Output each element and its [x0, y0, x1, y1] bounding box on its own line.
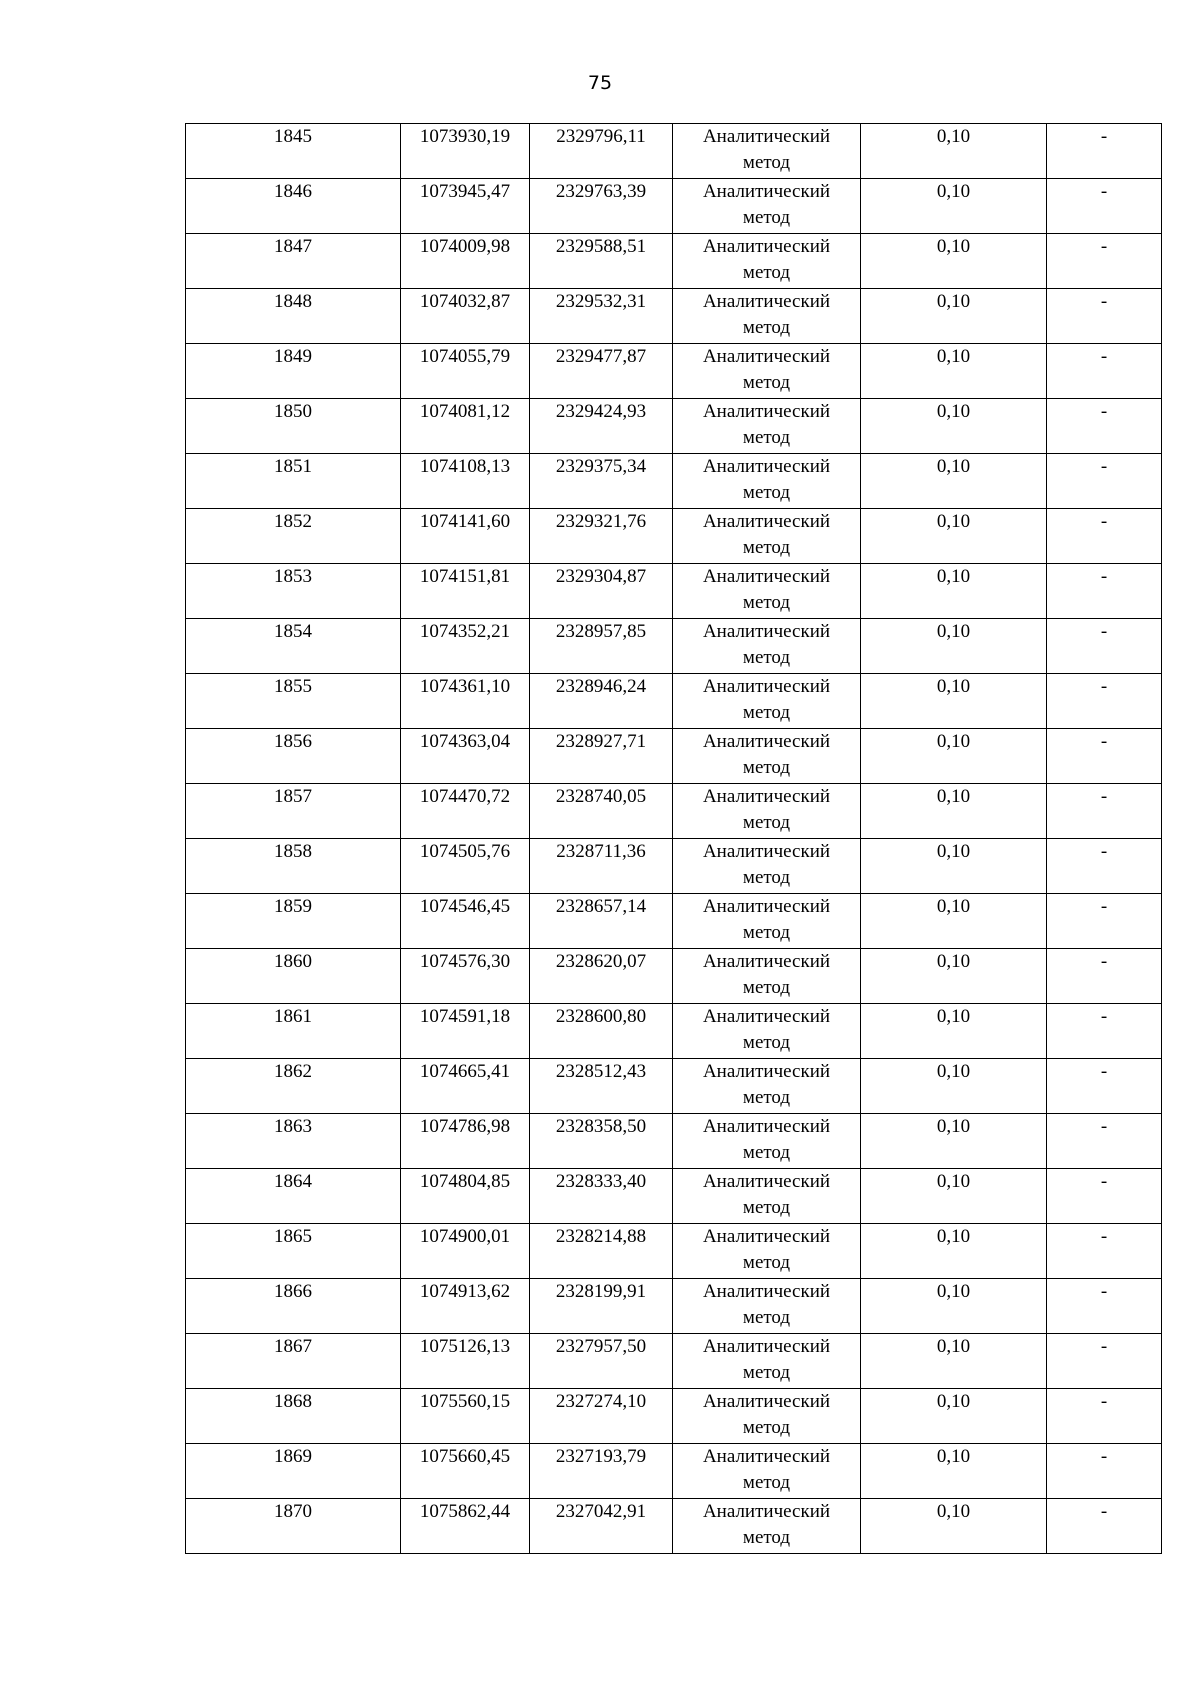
- table-row: [186, 784, 1162, 839]
- table-row: [186, 454, 1162, 509]
- method-line-2: метод: [742, 482, 791, 503]
- method-line-1: Аналитический: [702, 401, 831, 422]
- table-row: [186, 1059, 1162, 1114]
- method-cell: [673, 1334, 861, 1389]
- method-cell: [673, 619, 861, 674]
- method-cell: [673, 1169, 861, 1224]
- note-cell: -: [1047, 1389, 1162, 1444]
- table-row: [186, 1114, 1162, 1169]
- table-row: [186, 674, 1162, 729]
- method-cell: [673, 179, 861, 234]
- method-cell: [673, 399, 861, 454]
- x-coordinate-cell: 1074141,60: [401, 509, 530, 564]
- method-cell: [673, 1279, 861, 1334]
- note-cell: -: [1047, 234, 1162, 289]
- table-row: [186, 344, 1162, 399]
- point-number-cell: 1870: [186, 1499, 401, 1554]
- method-line-1: Аналитический: [702, 786, 831, 807]
- method-line-1: Аналитический: [702, 1171, 831, 1192]
- method-line-1: Аналитический: [702, 456, 831, 477]
- method-line-2: метод: [742, 207, 791, 228]
- note-cell: -: [1047, 179, 1162, 234]
- point-number-cell: 1857: [186, 784, 401, 839]
- x-coordinate-cell: 1074108,13: [401, 454, 530, 509]
- note-cell: -: [1047, 949, 1162, 1004]
- note-cell: -: [1047, 344, 1162, 399]
- y-coordinate-cell: 2329304,87: [530, 564, 673, 619]
- method-cell: [673, 1114, 861, 1169]
- x-coordinate-cell: 1074786,98: [401, 1114, 530, 1169]
- accuracy-cell: 0,10: [861, 509, 1047, 564]
- x-coordinate-cell: 1074352,21: [401, 619, 530, 674]
- page-number: 75: [587, 72, 613, 94]
- y-coordinate-cell: 2328620,07: [530, 949, 673, 1004]
- point-number-cell: 1847: [186, 234, 401, 289]
- point-number-cell: 1864: [186, 1169, 401, 1224]
- coordinates-table: [185, 123, 1162, 1554]
- x-coordinate-cell: 1075560,15: [401, 1389, 530, 1444]
- x-coordinate-cell: 1074361,10: [401, 674, 530, 729]
- table-row: [186, 1444, 1162, 1499]
- accuracy-cell: 0,10: [861, 1114, 1047, 1169]
- accuracy-cell: 0,10: [861, 289, 1047, 344]
- accuracy-cell: 0,10: [861, 1004, 1047, 1059]
- y-coordinate-cell: 2328927,71: [530, 729, 673, 784]
- point-number-cell: 1863: [186, 1114, 401, 1169]
- method-line-1: Аналитический: [702, 566, 831, 587]
- table-row: [186, 509, 1162, 564]
- y-coordinate-cell: 2328358,50: [530, 1114, 673, 1169]
- accuracy-cell: 0,10: [861, 1279, 1047, 1334]
- method-line-2: метод: [742, 1307, 791, 1328]
- point-number-cell: 1851: [186, 454, 401, 509]
- note-cell: -: [1047, 1004, 1162, 1059]
- method-cell: [673, 454, 861, 509]
- method-line-2: метод: [742, 1197, 791, 1218]
- accuracy-cell: 0,10: [861, 1059, 1047, 1114]
- table-row: [186, 729, 1162, 784]
- method-cell: [673, 1499, 861, 1554]
- method-line-1: Аналитический: [702, 951, 831, 972]
- y-coordinate-cell: 2327274,10: [530, 1389, 673, 1444]
- table-row: [186, 894, 1162, 949]
- point-number-cell: 1850: [186, 399, 401, 454]
- note-cell: -: [1047, 729, 1162, 784]
- point-number-cell: 1856: [186, 729, 401, 784]
- accuracy-cell: 0,10: [861, 1444, 1047, 1499]
- accuracy-cell: 0,10: [861, 729, 1047, 784]
- note-cell: -: [1047, 1224, 1162, 1279]
- note-cell: -: [1047, 674, 1162, 729]
- note-cell: -: [1047, 1334, 1162, 1389]
- y-coordinate-cell: 2328333,40: [530, 1169, 673, 1224]
- note-cell: -: [1047, 1444, 1162, 1499]
- method-cell: [673, 674, 861, 729]
- note-cell: -: [1047, 454, 1162, 509]
- method-cell: [673, 1004, 861, 1059]
- x-coordinate-cell: 1074032,87: [401, 289, 530, 344]
- accuracy-cell: 0,10: [861, 784, 1047, 839]
- x-coordinate-cell: 1074470,72: [401, 784, 530, 839]
- y-coordinate-cell: 2329424,93: [530, 399, 673, 454]
- x-coordinate-cell: 1074804,85: [401, 1169, 530, 1224]
- note-cell: -: [1047, 784, 1162, 839]
- table-row: [186, 1334, 1162, 1389]
- point-number-cell: 1854: [186, 619, 401, 674]
- method-line-1: Аналитический: [702, 841, 831, 862]
- table-row: [186, 289, 1162, 344]
- method-line-2: метод: [742, 757, 791, 778]
- accuracy-cell: 0,10: [861, 564, 1047, 619]
- x-coordinate-cell: 1074665,41: [401, 1059, 530, 1114]
- table-row: [186, 949, 1162, 1004]
- method-line-2: метод: [742, 427, 791, 448]
- method-line-2: метод: [742, 152, 791, 173]
- point-number-cell: 1861: [186, 1004, 401, 1059]
- method-line-2: метод: [742, 1087, 791, 1108]
- table-row: [186, 179, 1162, 234]
- table-row: [186, 1499, 1162, 1554]
- table-row: [186, 1169, 1162, 1224]
- accuracy-cell: 0,10: [861, 234, 1047, 289]
- x-coordinate-cell: 1073945,47: [401, 179, 530, 234]
- note-cell: -: [1047, 289, 1162, 344]
- y-coordinate-cell: 2328214,88: [530, 1224, 673, 1279]
- table-row: [186, 399, 1162, 454]
- method-line-1: Аналитический: [702, 126, 831, 147]
- accuracy-cell: 0,10: [861, 894, 1047, 949]
- point-number-cell: 1865: [186, 1224, 401, 1279]
- method-cell: [673, 509, 861, 564]
- y-coordinate-cell: 2329321,76: [530, 509, 673, 564]
- note-cell: -: [1047, 894, 1162, 949]
- point-number-cell: 1859: [186, 894, 401, 949]
- method-line-1: Аналитический: [702, 511, 831, 532]
- point-number-cell: 1849: [186, 344, 401, 399]
- method-line-2: метод: [742, 262, 791, 283]
- x-coordinate-cell: 1073930,19: [401, 124, 530, 179]
- x-coordinate-cell: 1074055,79: [401, 344, 530, 399]
- accuracy-cell: 0,10: [861, 674, 1047, 729]
- accuracy-cell: 0,10: [861, 1169, 1047, 1224]
- note-cell: -: [1047, 1114, 1162, 1169]
- method-line-1: Аналитический: [702, 1336, 831, 1357]
- method-line-2: метод: [742, 592, 791, 613]
- note-cell: -: [1047, 1279, 1162, 1334]
- x-coordinate-cell: 1074900,01: [401, 1224, 530, 1279]
- method-line-1: Аналитический: [702, 1501, 831, 1522]
- method-line-1: Аналитический: [702, 1281, 831, 1302]
- accuracy-cell: 0,10: [861, 124, 1047, 179]
- method-line-1: Аналитический: [702, 676, 831, 697]
- method-cell: [673, 1389, 861, 1444]
- y-coordinate-cell: 2328199,91: [530, 1279, 673, 1334]
- accuracy-cell: 0,10: [861, 619, 1047, 674]
- note-cell: -: [1047, 619, 1162, 674]
- method-cell: [673, 234, 861, 289]
- method-line-2: метод: [742, 1362, 791, 1383]
- method-line-2: метод: [742, 317, 791, 338]
- method-line-1: Аналитический: [702, 346, 831, 367]
- method-line-1: Аналитический: [702, 1116, 831, 1137]
- y-coordinate-cell: 2329588,51: [530, 234, 673, 289]
- y-coordinate-cell: 2327042,91: [530, 1499, 673, 1554]
- x-coordinate-cell: 1074151,81: [401, 564, 530, 619]
- method-line-2: метод: [742, 702, 791, 723]
- table-body: [186, 124, 1162, 1554]
- method-line-2: метод: [742, 922, 791, 943]
- x-coordinate-cell: 1074505,76: [401, 839, 530, 894]
- table-row: [186, 234, 1162, 289]
- accuracy-cell: 0,10: [861, 399, 1047, 454]
- method-cell: [673, 894, 861, 949]
- point-number-cell: 1845: [186, 124, 401, 179]
- note-cell: -: [1047, 1499, 1162, 1554]
- x-coordinate-cell: 1075660,45: [401, 1444, 530, 1499]
- method-line-1: Аналитический: [702, 291, 831, 312]
- point-number-cell: 1868: [186, 1389, 401, 1444]
- method-line-1: Аналитический: [702, 1226, 831, 1247]
- method-line-2: метод: [742, 1032, 791, 1053]
- point-number-cell: 1848: [186, 289, 401, 344]
- x-coordinate-cell: 1074591,18: [401, 1004, 530, 1059]
- point-number-cell: 1866: [186, 1279, 401, 1334]
- accuracy-cell: 0,10: [861, 1334, 1047, 1389]
- y-coordinate-cell: 2329763,39: [530, 179, 673, 234]
- x-coordinate-cell: 1074546,45: [401, 894, 530, 949]
- method-line-1: Аналитический: [702, 621, 831, 642]
- y-coordinate-cell: 2328657,14: [530, 894, 673, 949]
- point-number-cell: 1855: [186, 674, 401, 729]
- accuracy-cell: 0,10: [861, 1389, 1047, 1444]
- method-line-2: метод: [742, 812, 791, 833]
- y-coordinate-cell: 2328711,36: [530, 839, 673, 894]
- method-line-1: Аналитический: [702, 1446, 831, 1467]
- method-cell: [673, 1444, 861, 1499]
- method-line-1: Аналитический: [702, 896, 831, 917]
- note-cell: -: [1047, 839, 1162, 894]
- accuracy-cell: 0,10: [861, 179, 1047, 234]
- y-coordinate-cell: 2329796,11: [530, 124, 673, 179]
- method-line-1: Аналитический: [702, 1061, 831, 1082]
- method-cell: [673, 729, 861, 784]
- method-line-1: Аналитический: [702, 181, 831, 202]
- x-coordinate-cell: 1074576,30: [401, 949, 530, 1004]
- method-cell: [673, 124, 861, 179]
- method-line-2: метод: [742, 1142, 791, 1163]
- accuracy-cell: 0,10: [861, 1224, 1047, 1279]
- method-line-2: метод: [742, 867, 791, 888]
- accuracy-cell: 0,10: [861, 344, 1047, 399]
- table-row: [186, 1389, 1162, 1444]
- accuracy-cell: 0,10: [861, 839, 1047, 894]
- y-coordinate-cell: 2328512,43: [530, 1059, 673, 1114]
- table-row: [186, 1224, 1162, 1279]
- method-cell: [673, 564, 861, 619]
- y-coordinate-cell: 2327957,50: [530, 1334, 673, 1389]
- x-coordinate-cell: 1074363,04: [401, 729, 530, 784]
- y-coordinate-cell: 2328600,80: [530, 1004, 673, 1059]
- point-number-cell: 1858: [186, 839, 401, 894]
- y-coordinate-cell: 2329375,34: [530, 454, 673, 509]
- method-line-1: Аналитический: [702, 731, 831, 752]
- note-cell: -: [1047, 509, 1162, 564]
- note-cell: -: [1047, 399, 1162, 454]
- y-coordinate-cell: 2328946,24: [530, 674, 673, 729]
- x-coordinate-cell: 1074081,12: [401, 399, 530, 454]
- note-cell: -: [1047, 124, 1162, 179]
- y-coordinate-cell: 2328957,85: [530, 619, 673, 674]
- point-number-cell: 1846: [186, 179, 401, 234]
- method-line-2: метод: [742, 537, 791, 558]
- x-coordinate-cell: 1074913,62: [401, 1279, 530, 1334]
- method-line-2: метод: [742, 1472, 791, 1493]
- y-coordinate-cell: 2328740,05: [530, 784, 673, 839]
- method-cell: [673, 344, 861, 399]
- table-row: [186, 1279, 1162, 1334]
- accuracy-cell: 0,10: [861, 454, 1047, 509]
- accuracy-cell: 0,10: [861, 1499, 1047, 1554]
- table-row: [186, 839, 1162, 894]
- method-cell: [673, 1224, 861, 1279]
- note-cell: -: [1047, 1169, 1162, 1224]
- accuracy-cell: 0,10: [861, 949, 1047, 1004]
- method-line-1: Аналитический: [702, 236, 831, 257]
- method-line-2: метод: [742, 372, 791, 393]
- table-row: [186, 564, 1162, 619]
- method-line-2: метод: [742, 1527, 791, 1548]
- table-row: [186, 619, 1162, 674]
- method-cell: [673, 949, 861, 1004]
- method-line-2: метод: [742, 1417, 791, 1438]
- note-cell: -: [1047, 1059, 1162, 1114]
- method-cell: [673, 289, 861, 344]
- method-cell: [673, 1059, 861, 1114]
- table-row: [186, 124, 1162, 179]
- method-line-2: метод: [742, 1252, 791, 1273]
- point-number-cell: 1867: [186, 1334, 401, 1389]
- method-line-1: Аналитический: [702, 1006, 831, 1027]
- point-number-cell: 1852: [186, 509, 401, 564]
- y-coordinate-cell: 2327193,79: [530, 1444, 673, 1499]
- method-cell: [673, 784, 861, 839]
- method-cell: [673, 839, 861, 894]
- point-number-cell: 1862: [186, 1059, 401, 1114]
- note-cell: -: [1047, 564, 1162, 619]
- table-row: [186, 1004, 1162, 1059]
- point-number-cell: 1869: [186, 1444, 401, 1499]
- x-coordinate-cell: 1074009,98: [401, 234, 530, 289]
- method-line-2: метод: [742, 977, 791, 998]
- method-line-2: метод: [742, 647, 791, 668]
- method-line-1: Аналитический: [702, 1391, 831, 1412]
- x-coordinate-cell: 1075862,44: [401, 1499, 530, 1554]
- point-number-cell: 1860: [186, 949, 401, 1004]
- x-coordinate-cell: 1075126,13: [401, 1334, 530, 1389]
- point-number-cell: 1853: [186, 564, 401, 619]
- y-coordinate-cell: 2329532,31: [530, 289, 673, 344]
- y-coordinate-cell: 2329477,87: [530, 344, 673, 399]
